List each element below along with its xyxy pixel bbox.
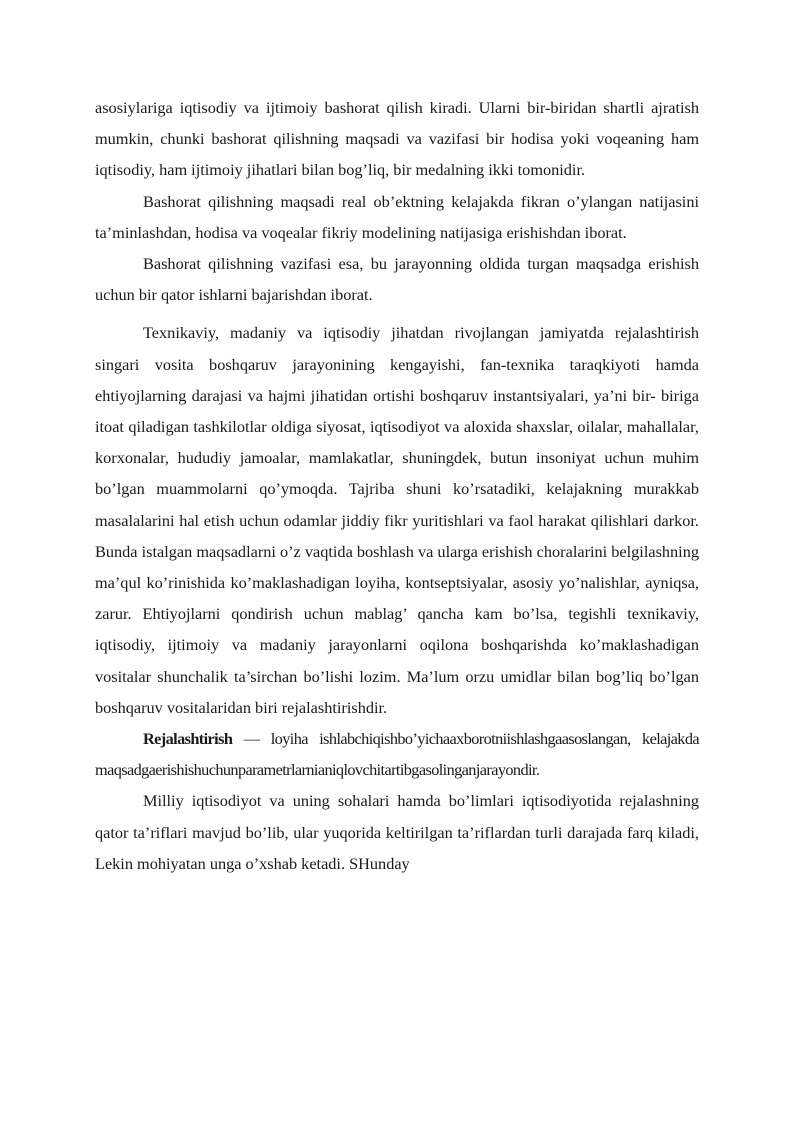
definition-text: — loyiha ishlabchiqishbo’yichaaxborotniishlashgaasoslangan, kelajakda maqsadgaerishishuchunparametrlarnianiqlovchitartibgasolinganjarayondir. bbox=[95, 729, 699, 780]
paragraph-3: Bashorat qilishning vazifasi esa, bu jarayonning oldida turgan maqsadga erishish uchun bir qator ishlarni bajarishdan iborat. bbox=[95, 254, 699, 305]
paragraph-1: asosiylariga iqtisodiy va ijtimoiy bashorat qilish kiradi. Ularni bir-biridan shartli ajratish mumkin, chunki bashorat qilishning maqsadi va vazifasi bir hodisa yoki voqeaning ham iqtisodiy, ham ijtimoiy jihatlari bilan bog’liq, bir medalning ikki tomonidir. bbox=[95, 98, 699, 180]
document-page bbox=[95, 92, 699, 879]
paragraph-definition bbox=[95, 723, 699, 785]
term-rejalashtirish: Rejalashtirish bbox=[143, 729, 233, 749]
paragraph-6: Milliy iqtisodiyot va uning sohalari hamda bo’limlari iqtisodiyotida rejalashning qator ta’riflari mavjud bo’lib, ular yuqorida keltirilgan ta’riflardan turli darajada farq kiladi, Lekin mohiyatan unga o’xshab ketadi. SHunday bbox=[95, 791, 699, 873]
paragraph-4: Texnikaviy, madaniy va iqtisodiy jihatdan rivojlangan jamiyatda rejalashtirish singari vosita boshqaruv jarayonining kengayishi, fan-texnika taraqkiyoti hamda ehtiyojlarning darajasi va hajmi jihatidan ortishi boshqaruv instantsiyalari, ya’ni bir- biriga itoat qiladigan tashkilotlar oldiga siyosat, iqtisodiyot va aloxida shaxslar, oilalar, mahallalar, korxonalar, hududiy jamoalar, mamlakatlar, shuningdek, butun insoniyat uchun muhim bo’lgan muammolarni qo’ymoqda. Tajriba shuni ko’rsatadiki, kelajakning murakkab masalalarini hal etish uchun odamlar jiddiy fikr yuritishlari va faol harakat qilishlari darkor. Bunda istalgan maqsadlarni o’z vaqtida boshlash va ularga erishish choralarini belgilashning ma’qul ko’rinishida ko’maklashadigan loyiha, kontseptsiyalar, asosiy yo’nalishlar, ayniqsa, zarur. Ehtiyojlarni qondirish uchun mablag’ qancha kam bo’lsa, tegishli texnikaviy, iqtisodiy, ijtimoiy va madaniy jarayonlarni oqilona boshqarishda ko’maklashadigan vositalar shunchalik ta’sirchan bo’lishi lozim. Ma’lum orzu umidlar bilan bog’liq bo’lgan boshqaruv vositalaridan biri rejalashtirishdir. bbox=[95, 323, 699, 717]
paragraph-2: Bashorat qilishning maqsadi real ob’ektning kelajakda fikran o’ylangan natijasini ta’minlashdan, hodisa va voqealar fikriy modelining natijasiga erishishdan iborat. bbox=[95, 191, 699, 242]
